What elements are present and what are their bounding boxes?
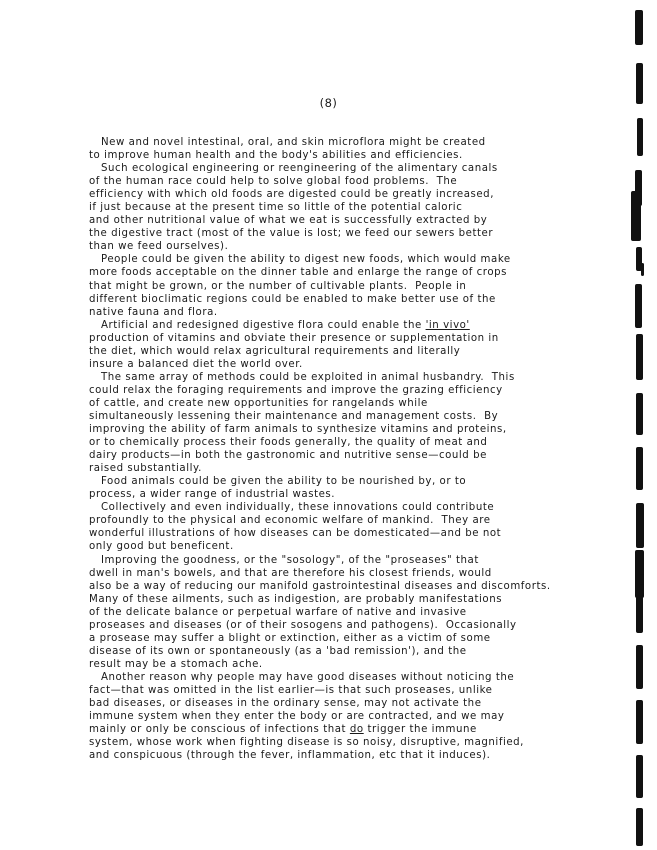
text-line-content: improving the ability of farm animals to synthesize vitamins and proteins, — [89, 424, 507, 436]
text-line-content: different bioclimatic regions could be enabled to make better use of the — [89, 293, 496, 305]
text-line — [89, 175, 649, 188]
text-line — [89, 371, 649, 384]
text-line — [89, 527, 649, 540]
text-line — [89, 671, 649, 684]
text-line-content: process, a wider range of industrial wastes. — [89, 489, 336, 501]
text-line — [89, 436, 649, 449]
text-line — [89, 462, 649, 475]
text-line-content: the diet, which would relax agricultural requirements and literally — [89, 345, 461, 357]
text-line-content: if just because at the present time so little of the potential caloric — [89, 202, 463, 214]
text-line-content: People could be given the ability to digest new foods, which would make — [101, 254, 511, 266]
binding-mark — [636, 755, 643, 798]
text-line — [89, 188, 649, 201]
text-line-content: more foods acceptable on the dinner table and enlarge the range of crops — [89, 267, 507, 279]
text-line-content: disease of its own or spontaneously (as a 'bad remission'), and the — [89, 645, 467, 657]
text-line — [89, 319, 649, 332]
text-line-content: and conspicuous (through the fever, inflammation, etc that it induces). — [89, 750, 491, 762]
text-line-content: Many of these ailments, such as indigestion, are probably manifestations — [89, 593, 503, 605]
text-line — [89, 306, 649, 319]
text-line-content: dairy products—in both the gastronomic and nutritive sense—could be — [89, 450, 487, 462]
text-line-content: also be a way of reducing our manifold gastrointestinal diseases and discomforts. — [89, 580, 551, 592]
text-line-content: profoundly to the physical and economic welfare of mankind. They are — [89, 515, 491, 527]
text-line — [89, 488, 649, 501]
text-line — [89, 384, 649, 397]
text-line — [89, 240, 649, 253]
text-line — [89, 580, 649, 593]
text-line — [89, 280, 649, 293]
text-line — [89, 710, 649, 723]
text-line — [89, 332, 649, 345]
binding-mark — [641, 263, 644, 276]
text-line — [89, 632, 649, 645]
text-line — [89, 162, 649, 175]
text-line — [89, 149, 649, 162]
text-line-content: simultaneously lessening their maintenance and management costs. By — [89, 410, 499, 422]
text-line-content: dwell in man's bowels, and that are therefore his closest friends, would — [89, 567, 492, 579]
text-line — [89, 227, 649, 240]
text-line-content: of cattle, and create new opportunities for rangelands while — [89, 397, 428, 409]
binding-mark — [636, 700, 643, 744]
binding-mark — [636, 808, 643, 846]
text-line-content: insure a balanced diet the world over. — [89, 358, 303, 370]
binding-mark — [636, 447, 643, 490]
text-line-content: Collectively and even individually, these innovations could contribute — [101, 502, 495, 514]
text-line-content: The same array of methods could be exploited in animal husbandry. This — [101, 371, 515, 383]
binding-mark — [636, 590, 643, 633]
text-line — [89, 136, 649, 149]
text-line-content: raised substantially. — [89, 463, 202, 475]
text-line-content: fact—that was omitted in the list earlier—is that such proseases, unlike — [89, 684, 493, 696]
text-line — [89, 201, 649, 214]
text-line-content: native fauna and flora. — [89, 306, 218, 318]
text-line-content: Artificial and redesigned digestive flora could enable the — [101, 319, 426, 331]
text-line — [89, 397, 649, 410]
binding-mark — [635, 10, 643, 45]
text-line — [89, 514, 649, 527]
text-line-content: only good but beneficent. — [89, 541, 234, 553]
text-line-content: wonderful illustrations of how diseases can be domesticated—and be not — [89, 528, 502, 540]
text-line — [89, 749, 649, 762]
text-line-content: proseases and diseases (or of their sosogens and pathogens). Occasionally — [89, 619, 517, 631]
text-line — [89, 593, 649, 606]
text-line-content: Such ecological engineering or reengineering of the alimentary canals — [101, 163, 498, 175]
text-line-content: efficiency with which old foods are digested could be greatly increased, — [89, 189, 494, 201]
text-line-content: immune system when they enter the body or are contracted, and we may — [89, 711, 505, 723]
binding-mark — [636, 334, 643, 380]
text-line — [89, 697, 649, 710]
text-line — [89, 423, 649, 436]
text-line-content: result may be a stomach ache. — [89, 658, 263, 670]
text-line-content: a prosease may suffer a blight or extinction, either as a victim of some — [89, 632, 491, 644]
text-line — [89, 358, 649, 371]
binding-mark — [636, 393, 643, 435]
text-line-content: and other nutritional value of what we eat is successfully extracted by — [89, 215, 488, 227]
text-line-content: Another reason why people may have good diseases without noticing the — [101, 671, 515, 683]
text-line — [89, 214, 649, 227]
binding-mark — [637, 118, 643, 156]
underlined-text: do — [349, 724, 364, 736]
underlined-text: 'in vivo' — [425, 319, 470, 331]
text-line — [89, 684, 649, 697]
text-line-content: Food animals could be given the ability to be nourished by, or to — [101, 476, 467, 488]
text-line-content: bad diseases, or diseases in the ordinary sense, may not activate the — [89, 698, 482, 710]
text-line — [89, 645, 649, 658]
text-line — [89, 266, 649, 279]
binding-mark — [635, 284, 642, 328]
text-line — [89, 345, 649, 358]
text-line-content: of the delicate balance or perpetual warfare of native and invasive — [89, 606, 467, 618]
binding-mark — [636, 645, 643, 689]
text-line-content: the digestive tract (most of the value is lost; we feed our sewers better — [89, 228, 494, 240]
text-line-content: of the human race could help to solve global food problems. The — [89, 176, 458, 188]
text-line — [89, 253, 649, 266]
text-line-continuation: trigger the immune — [363, 724, 477, 736]
binding-marks — [617, 0, 657, 850]
text-line — [89, 475, 649, 488]
text-line-content: could relax the foraging requirements and improve the grazing efficiency — [89, 384, 503, 396]
text-line-content: production of vitamins and obviate their presence or supplementation in — [89, 332, 499, 344]
binding-mark — [631, 191, 641, 241]
text-line-content: Improving the goodness, or the "sosology", of the "proseases" that — [101, 554, 479, 566]
text-line-content: that might be grown, or the number of cultivable plants. People in — [89, 280, 467, 292]
body-text — [89, 136, 649, 762]
text-line — [89, 567, 649, 580]
text-line — [89, 410, 649, 423]
text-line — [89, 606, 649, 619]
text-line-content: than we feed ourselves). — [89, 241, 229, 253]
text-line-content: New and novel intestinal, oral, and skin microflora might be created — [101, 137, 486, 148]
text-line — [89, 736, 649, 749]
text-line-content: system, whose work when fighting disease is so noisy, disruptive, magnified, — [89, 737, 524, 749]
text-line — [89, 723, 649, 736]
text-line-content: to improve human health and the body's abilities and efficiencies. — [89, 150, 463, 162]
text-line — [89, 293, 649, 306]
page-number: (8) — [319, 96, 338, 110]
text-line — [89, 501, 649, 514]
text-line — [89, 540, 649, 553]
text-line-content: mainly or only be conscious of infections that — [89, 724, 350, 736]
binding-mark — [640, 574, 644, 585]
text-line — [89, 658, 649, 671]
text-line — [89, 619, 649, 632]
binding-mark — [636, 503, 644, 548]
binding-mark — [636, 63, 643, 104]
text-line-content: or to chemically process their foods generally, the quality of meat and — [89, 437, 488, 449]
text-line — [89, 554, 649, 567]
text-line — [89, 449, 649, 462]
